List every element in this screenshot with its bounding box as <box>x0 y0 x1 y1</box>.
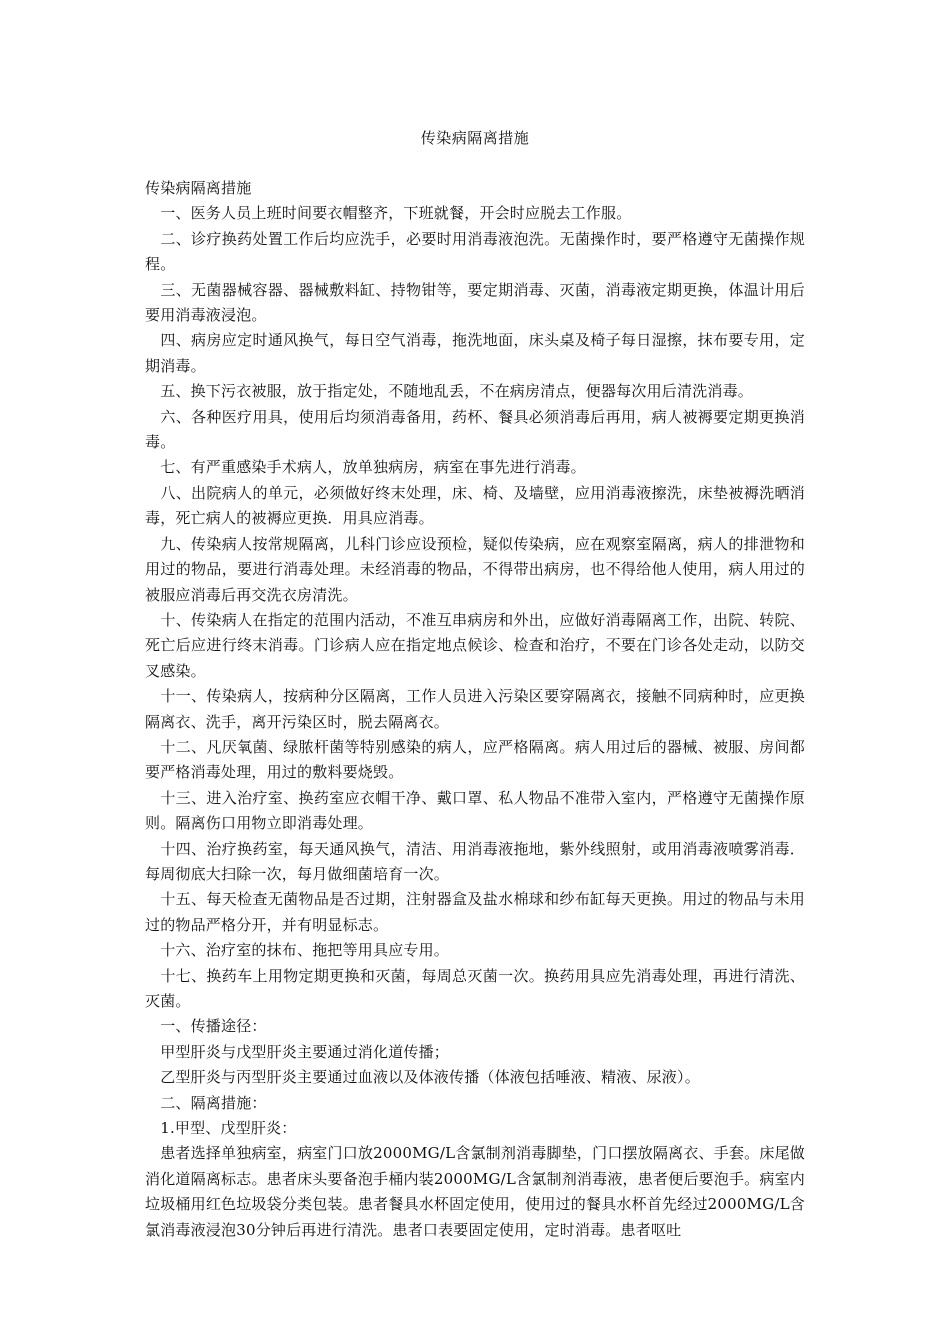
rule-paragraph: 六、各种医疗用具，使用后均须消毒备用，药杯、餐具必须消毒后再用，病人被褥要定期更换消毒。 <box>145 407 805 452</box>
rule-paragraph: 九、传染病人按常规隔离，儿科门诊应设预检，疑似传染病，应在观察室隔离，病人的排泄物和用过的物品，要进行消毒处理。未经消毒的物品，不得带出病房，也不得给他人使用，病人用过的被服应消毒后再交洗衣房清洗。 <box>145 534 805 604</box>
text-paragraph: 患者选择单独病室，病室门口放2000MG/L含氯制剂消毒脚垫，门口摆放隔离衣、手套。床尾做消化道隔离标志。患者床头要备泡手桶内装2000MG/L含氯制剂消毒液，患者便后要泡手。病室内垃圾桶用红色垃圾袋分类包装。患者餐具水杯固定使用，使用过的餐具水杯首先经过2000MG/L含氯消毒液浸泡30分钟后再进行清洗。患者口表要固定使用，定时消毒。患者呕吐 <box>145 1144 805 1239</box>
subsection-heading: 二、隔离措施： <box>145 1093 267 1112</box>
rule-paragraph: 十六、治疗室的抹布、拖把等用具应专用。 <box>145 941 450 960</box>
rule-paragraph: 五、换下污衣被服，放于指定处，不随地乱丢，不在病房清点，便器每次用后清洗消毒。 <box>145 382 754 401</box>
rule-paragraph: 三、无菌器械容器、器械敷料缸、持物钳等，要定期消毒、灭菌，消毒液定期更换，体温计用后要用消毒液浸泡。 <box>145 280 805 325</box>
rule-paragraph: 十二、凡厌氧菌、绿脓杆菌等特别感染的病人，应严格隔离。病人用过后的器械、被服、房间都要严格消毒处理，用过的敷料要烧毁。 <box>145 737 805 782</box>
rule-paragraph: 十五、每天检查无菌物品是否过期，注射器盒及盐水棉球和纱布缸每天更换。用过的物品与未用过的物品严格分开，并有明显标志。 <box>145 890 805 934</box>
subsection-heading: 1.甲型、戊型肝炎： <box>145 1119 297 1138</box>
rule-paragraph: 八、出院病人的单元，必须做好终末处理，床、椅、及墙壁，应用消毒液擦洗，床垫被褥洗晒消毒，死亡病人的被褥应更换．用具应消毒。 <box>145 483 805 528</box>
rule-paragraph: 十四、治疗换药室，每天通风换气，清洁、用消毒液拖地，紫外线照射，或用消毒液喷雾消毒．每周彻底大扫除一次，每月做细菌培育一次。 <box>145 839 805 883</box>
rule-paragraph: 十一、传染病人，按病种分区隔离，工作人员进入污染区要穿隔离衣，接触不同病种时，应更换隔离衣、洗手，离开污染区时，脱去隔离衣。 <box>145 687 805 731</box>
rule-paragraph: 四、病房应定时通风换气，每日空气消毒，拖洗地面，床头桌及椅子每日湿擦，抹布要专用，定期消毒。 <box>145 331 805 375</box>
rule-paragraph: 一、医务人员上班时间要衣帽整齐，下班就餐，开会时应脱去工作服。 <box>145 204 632 223</box>
rule-paragraph: 二、诊疗换药处置工作后均应洗手，必要时用消毒液泡洗。无菌操作时，要严格遵守无菌操作规程。 <box>145 229 805 274</box>
rule-paragraph: 十、传染病人在指定的范围内活动，不准互串病房和外出，应做好消毒隔离工作，出院、转院、死亡后应进行终末消毒。门诊病人应在指定地点候诊、检查和治疗，不要在门诊各处走动，以防交叉感染。 <box>145 610 805 680</box>
text-paragraph: 甲型肝炎与戊型肝炎主要通过消化道传播； <box>145 1042 450 1061</box>
subsection-heading: 一、传播途径： <box>145 1017 267 1036</box>
document-body <box>145 176 805 1243</box>
rule-paragraph: 七、有严重感染手术病人，放单独病房，病室在事先进行消毒。 <box>145 458 586 477</box>
section-heading: 传染病隔离措施 <box>145 179 252 197</box>
text-paragraph: 乙型肝炎与丙型肝炎主要通过血液以及体液传播（体液包括唾液、精液、尿液）。 <box>145 1068 700 1087</box>
document-title: 传染病隔离措施 <box>420 129 530 147</box>
rule-paragraph: 十七、换药车上用物定期更换和灭菌，每周总灭菌一次。换药用具应先消毒处理，再进行清洗、灭菌。 <box>145 966 805 1010</box>
rule-paragraph: 十三、进入治疗室、换药室应衣帽干净、戴口罩、私人物品不准带入室内，严格遵守无菌操作原则。隔离伤口用物立即消毒处理。 <box>145 788 805 833</box>
